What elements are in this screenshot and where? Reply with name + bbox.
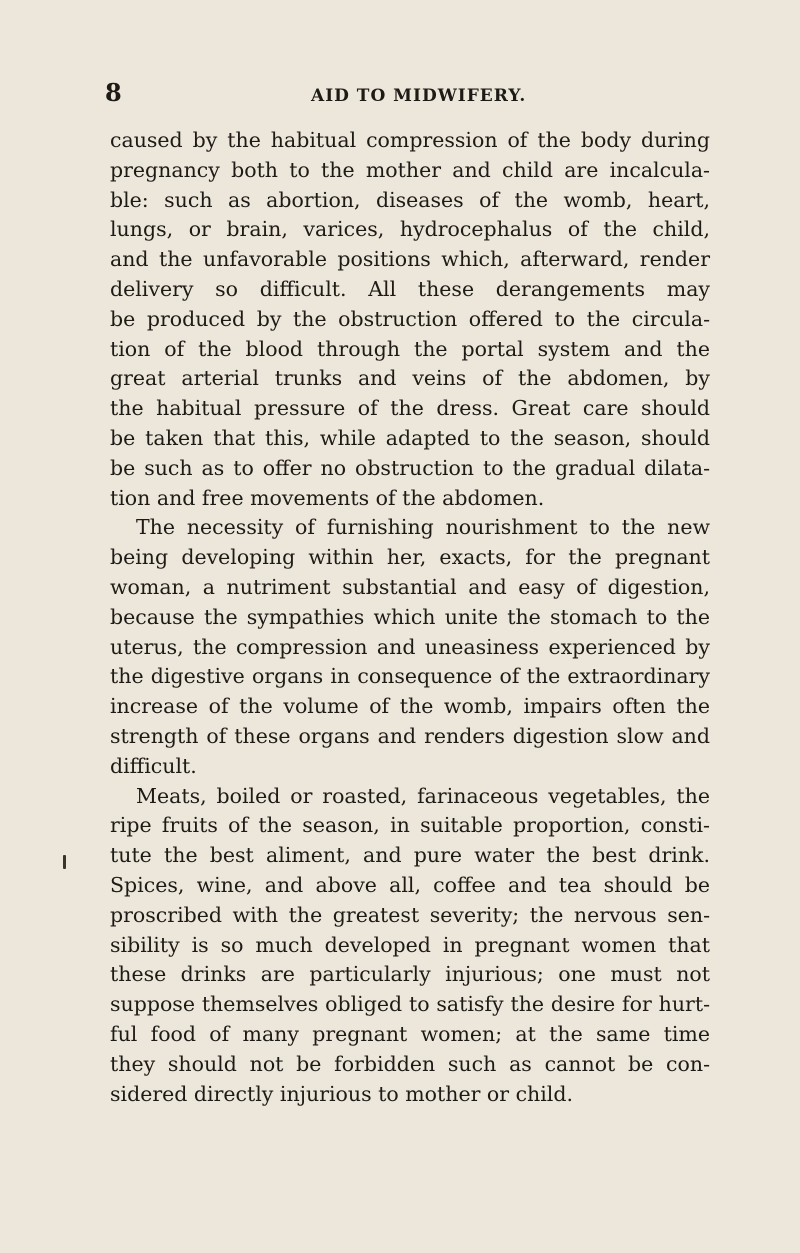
text-line: ful food of many pregnant women; at the same time [110, 1021, 710, 1046]
text-line: sibility is so much developed in pregnant women that [110, 932, 710, 957]
text-line: tion of the blood through the portal system and the [110, 336, 710, 361]
text-line: great arterial trunks and veins of the abdomen, by [110, 366, 710, 391]
text-line: being developing within her, exacts, for the pregnant [110, 545, 710, 570]
text-line: be such as to offer no obstruction to the gradual dilata- [110, 455, 710, 480]
text-line: ripe fruits of the season, in suitable proportion, consti- [110, 813, 710, 838]
text-line: The necessity of furnishing nourishment to the new [136, 515, 710, 540]
text-line: ble: such as abortion, diseases of the womb, heart, [110, 187, 710, 212]
page-number: 8 [105, 78, 122, 107]
text-line: they should not be forbidden such as cannot be con- [110, 1051, 710, 1076]
text-line: Meats, boiled or roasted, farinaceous vegetables, the [136, 783, 710, 808]
text-line: delivery so difficult. All these derangements may [110, 276, 710, 301]
text-line: woman, a nutriment substantial and easy of digestion, [110, 574, 710, 599]
text-line: because the sympathies which unite the stomach to the [110, 604, 710, 629]
text-line: uterus, the compression and uneasiness experienced by [110, 634, 710, 659]
text-line: increase of the volume of the womb, impairs often the [110, 694, 710, 719]
text-line: tion and free movements of the abdomen. [110, 485, 545, 510]
text-line: Spices, wine, and above all, coffee and tea should be [110, 872, 710, 897]
text-line: be taken that this, while adapted to the season, should [110, 425, 710, 450]
text-line: pregnancy both to the mother and child are incalcula- [110, 157, 710, 182]
text-line: be produced by the obstruction offered to the circula- [110, 306, 710, 331]
text-line: proscribed with the greatest severity; the nervous sen- [110, 902, 710, 927]
text-line: caused by the habitual compression of the body during [110, 128, 710, 152]
text-line: the digestive organs in consequence of the extraordinary [110, 664, 710, 689]
text-line: difficult. [110, 753, 197, 778]
text-line: tute the best aliment, and pure water the best drink. [110, 843, 710, 868]
text-line: strength of these organs and renders digestion slow and [110, 723, 710, 748]
text-line: sidered directly injurious to mother or child. [110, 1081, 574, 1106]
text-line: and the unfavorable positions which, afterward, render [110, 247, 710, 272]
text-line: lungs, or brain, varices, hydrocephalus of the child, [110, 217, 710, 242]
text-line: these drinks are particularly injurious; one must not [110, 962, 710, 987]
text-line: the habitual pressure of the dress. Great care should [110, 396, 710, 421]
margin-ink-mark [63, 855, 66, 869]
text-line: suppose themselves obliged to satisfy the desire for hurt- [110, 992, 710, 1017]
running-head: AID TO MIDWIFERY. [311, 86, 527, 106]
body-text [110, 126, 710, 1109]
